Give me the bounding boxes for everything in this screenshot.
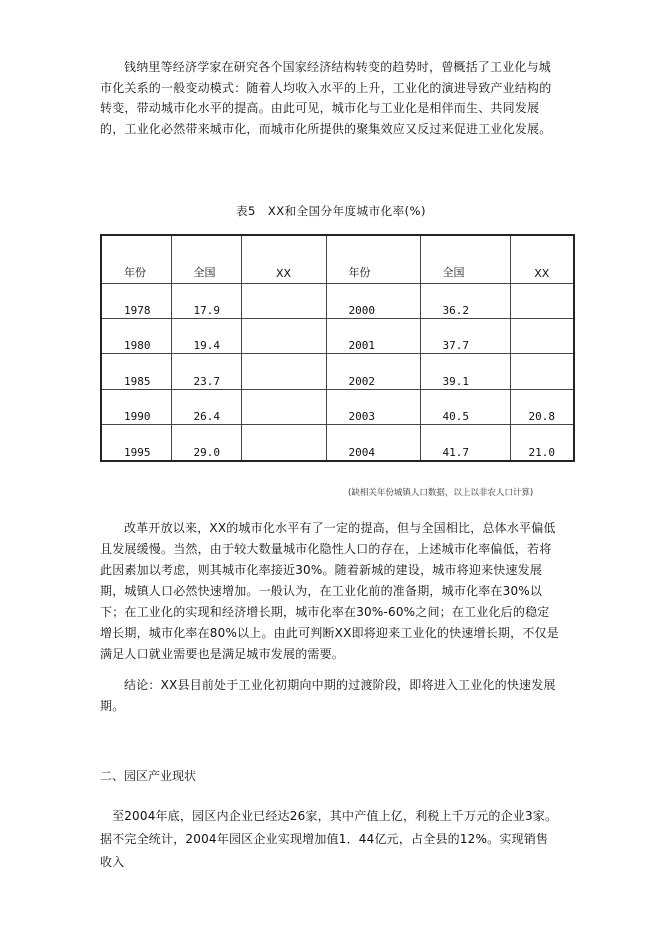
year-cell: 1990: [101, 389, 171, 424]
conclusion-paragraph: 结论：XX县目前处于工业化初期向中期的过渡阶段，即将进入工业化的快速发展期。: [100, 678, 556, 713]
header-xx-2: XX: [510, 235, 574, 283]
national-cell: 39.1: [420, 354, 510, 389]
table-row: [101, 283, 574, 318]
year-cell: 1995: [101, 425, 171, 462]
header-national-2: 全国: [420, 235, 510, 283]
year-cell: 2000: [326, 283, 420, 318]
national-cell: 41.7: [420, 425, 510, 462]
national-cell: 36.2: [420, 283, 510, 318]
year-cell: 2002: [326, 354, 420, 389]
xx-cell: [241, 319, 326, 354]
urbanization-table: [100, 234, 575, 462]
xx-cell: 21.0: [510, 425, 574, 462]
national-cell: 37.7: [420, 319, 510, 354]
national-cell: 19.4: [171, 319, 241, 354]
table-caption: 表5 XX和全国分年度城市化率(%): [236, 204, 426, 218]
national-cell: 29.0: [171, 425, 241, 462]
table-row: [101, 389, 574, 424]
national-cell: 26.4: [171, 389, 241, 424]
header-year-2: 年份: [326, 235, 420, 283]
year-cell: 2004: [326, 425, 420, 462]
section-heading: 二、园区产业现状: [100, 769, 197, 783]
table-note: (缺相关年份城镇人口数据，以上以非农人口计算): [348, 488, 534, 498]
table-header-row: [101, 235, 574, 283]
xx-cell: [241, 283, 326, 318]
xx-cell: [510, 319, 574, 354]
xx-cell: [241, 425, 326, 462]
year-cell: 1980: [101, 319, 171, 354]
year-cell: 1978: [101, 283, 171, 318]
year-cell: 2001: [326, 319, 420, 354]
header-national-1: 全国: [171, 235, 241, 283]
year-cell: 2003: [326, 389, 420, 424]
table-row: [101, 354, 574, 389]
xx-cell: [241, 389, 326, 424]
table-row: [101, 425, 574, 462]
table-row: [101, 319, 574, 354]
xx-cell: 20.8: [510, 389, 574, 424]
national-cell: 17.9: [171, 283, 241, 318]
park-paragraph: 至2004年底，园区内企业已经达26家，其中产值上亿，利税上千万元的企业3家。据不完全统计，2004年园区企业实现增加值1．44亿元，占全县的12%。实现销售收入: [100, 809, 558, 869]
national-cell: 40.5: [420, 389, 510, 424]
intro-paragraph: 钱纳里等经济学家在研究各个国家经济结构转变的趋势时，曾概括了工业化与城市化关系的一般变动模式：随着人均收入水平的上升，工业化的演进导致产业结构的转变，带动城市化水平的提高。由此可见，城市化与工业化是相伴而生、共同发展的，工业化必然带来城市化，而城市化所提供的聚集效应又反过来促进工业化发展。: [100, 60, 552, 136]
xx-cell: [241, 354, 326, 389]
header-xx-1: XX: [241, 235, 326, 283]
reform-paragraph: 改革开放以来，XX的城市化水平有了一定的提高，但与全国相比，总体水平偏低且发展缓慢。当然，由于较大数量城市化隐性人口的存在，上述城市化率偏低，若将此因素加以考虑，则其城市化率接近30%。随着新城的建设，城市将迎来快速发展期，城镇人口必然快速增加。一般认为，在工业化前的准备期，城市化率在30%以下；在工业化的实现和经济增长期，城市化率在30%-60%之间；在工业化后的稳定增长期，城市化率在80%以上。由此可判断XX即将迎来工业化的快速增长期，不仅是满足人口就业需要也是满足城市发展的需要。: [100, 521, 559, 661]
national-cell: 23.7: [171, 354, 241, 389]
year-cell: 1985: [101, 354, 171, 389]
header-year-1: 年份: [101, 235, 171, 283]
xx-cell: [510, 283, 574, 318]
xx-cell: [510, 354, 574, 389]
